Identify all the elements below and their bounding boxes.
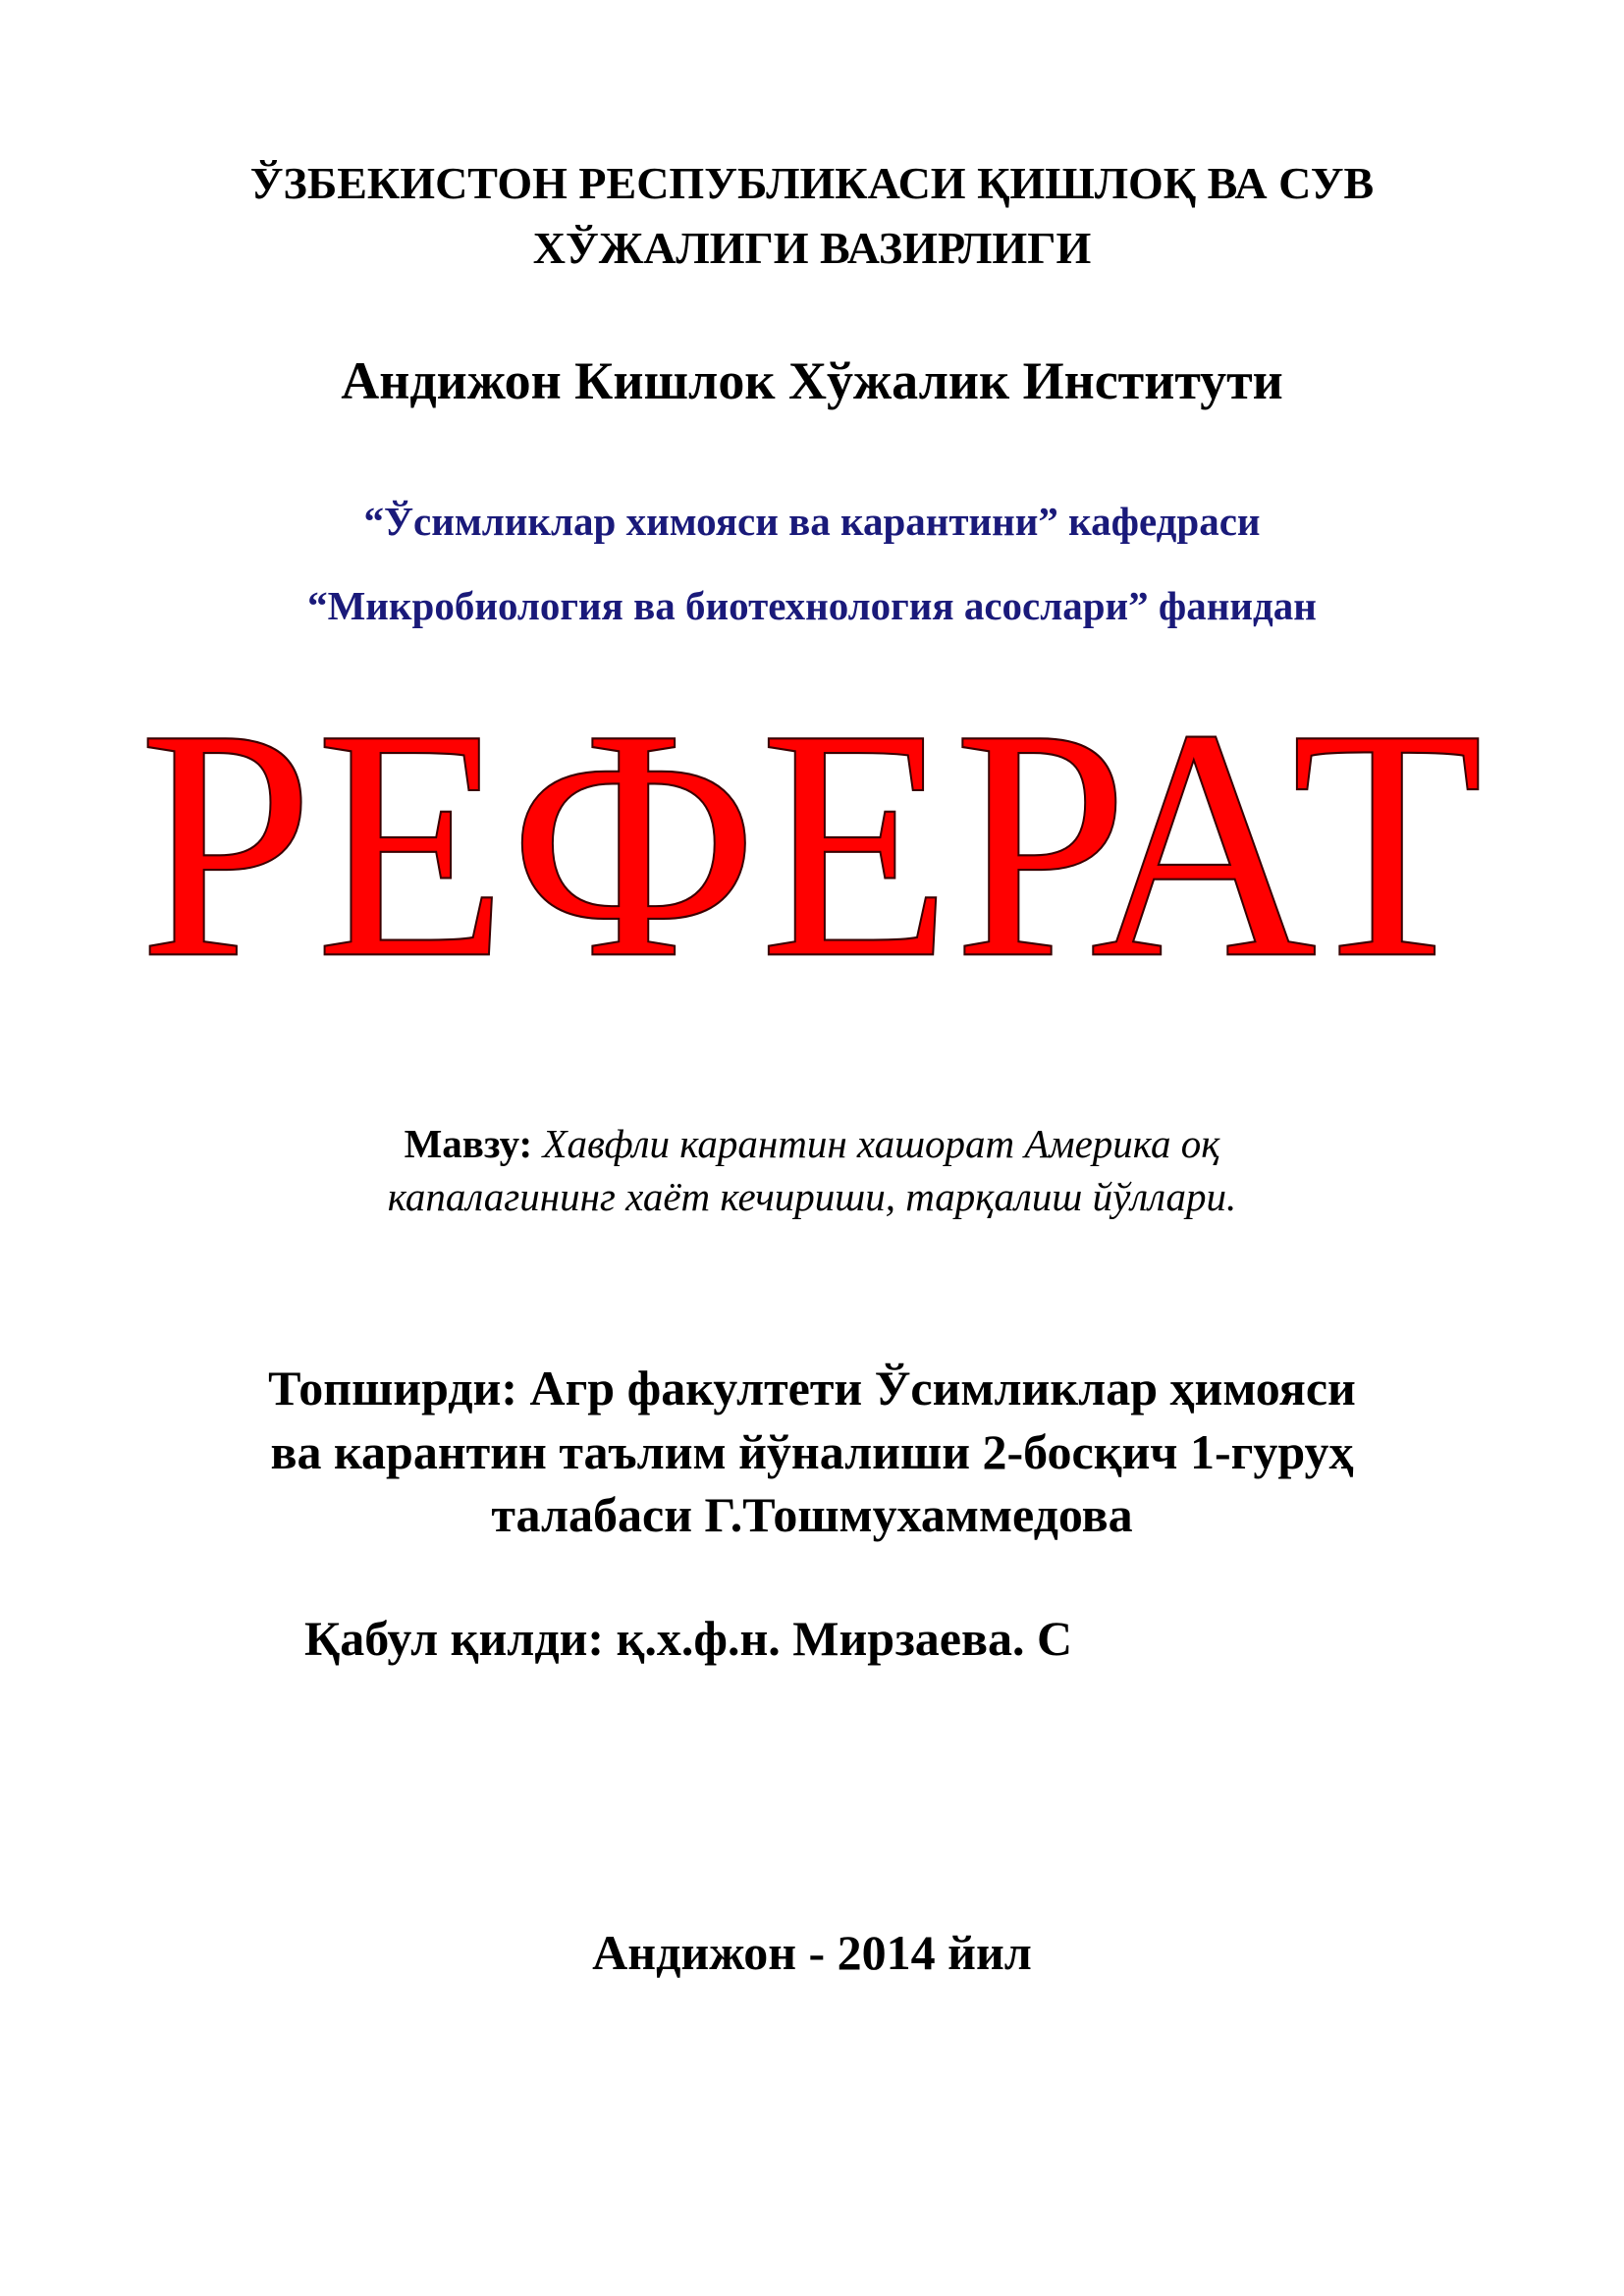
topic-label: Мавзу: [404,1121,533,1166]
document-title: РЕФЕРАТ [138,662,1486,1027]
accepted-by: Қабул қилди: қ.х.ф.н. Мирзаева. С [304,1611,1073,1666]
topic-text-1: Хавфли карантин хашорат Америка оқ [542,1121,1220,1166]
submitted-line-3: талабаси Г.Тошмухаммедова [491,1487,1133,1542]
topic-text-2: капалагининг хаёт кечириши, тарқалиш йўллари. [387,1174,1237,1219]
department-name: “Ўсимликлар химояси ва карантини” кафедраси [363,499,1261,544]
ministry-name-line-1: ЎЗБЕКИСТОН РЕСПУБЛИКАСИ ҚИШЛОҚ ВА СУВ [249,158,1375,208]
topic-line-2 [0,1170,1624,1223]
subject-name: “Микробиология ва биотехнология асослари” фанидан [307,583,1317,628]
ministry-name-line-2: ХЎЖАЛИГИ ВАЗИРЛИГИ [532,223,1092,273]
submitted-line-2: ва карантин таълим йўналиши 2-босқич 1-гуруҳ [270,1424,1354,1479]
submitted-line-1: Топширди: Агр факултети Ўсимликлар ҳимояси [268,1361,1356,1415]
topic-block [0,1117,1624,1223]
footer-city-year: Андижон - 2014 йил [592,1925,1032,1980]
institute-name: Андижон Кишлок Хўжалик Институти [341,351,1283,410]
topic-line-1 [0,1117,1624,1170]
